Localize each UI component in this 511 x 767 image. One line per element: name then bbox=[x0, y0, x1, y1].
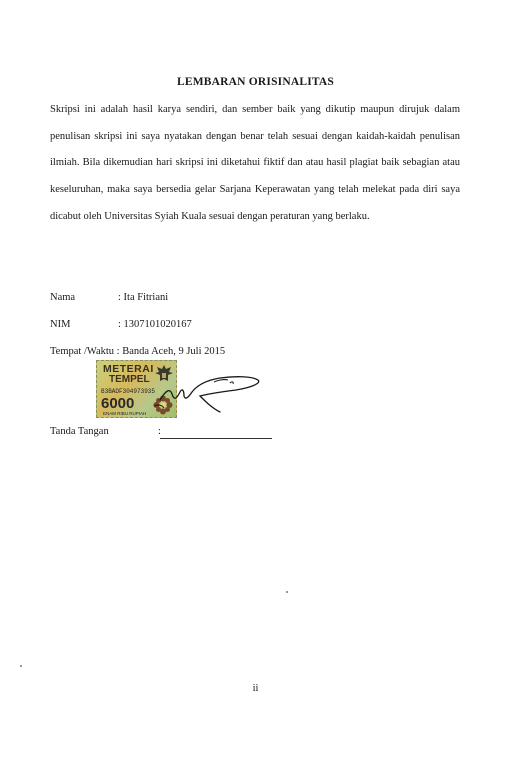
nim-value: : 1307101020167 bbox=[118, 319, 192, 330]
nim-label: NIM bbox=[50, 319, 71, 330]
page-title: LEMBARAN ORISINALITAS bbox=[176, 76, 335, 88]
stamp-value: 6000 bbox=[101, 395, 135, 412]
tempat-waktu-value: : Banda Aceh, 9 Juli 2015 bbox=[116, 346, 226, 357]
tanda-tangan-row bbox=[50, 426, 161, 437]
stamp-serial: B3BADF304973935 bbox=[101, 388, 156, 395]
tanda-tangan-label: Tanda Tangan bbox=[50, 426, 109, 437]
handwritten-signature bbox=[148, 370, 268, 418]
nama-label: Nama bbox=[50, 292, 76, 303]
tempat-waktu-row bbox=[50, 346, 225, 357]
stamp-line1: METERAI bbox=[103, 363, 154, 375]
signature-line bbox=[160, 438, 272, 439]
tanda-tangan-colon: : bbox=[158, 426, 161, 437]
nama-row bbox=[50, 292, 168, 303]
page-number: ii bbox=[252, 683, 259, 694]
stamp-line2: TEMPEL bbox=[109, 374, 150, 385]
nim-row bbox=[50, 319, 192, 330]
nama-value: : Ita Fitriani bbox=[118, 292, 169, 303]
stamp-caption: ENAM RIBU RUPIAH bbox=[103, 411, 147, 416]
scan-speck bbox=[20, 665, 22, 667]
declaration-paragraph: Skripsi ini adalah hasil karya sendiri, dan sember baik yang dikutip maupun dirujuk dalam penulisan skripsi ini saya nyatakan dengan benar telah sesuai dengan kaidah-kaidah penulisan ilmiah. Bila dikemudian hari skripsi ini diketahui fiktif dan atau hasil plagiat baik sebagian atau keseluruhan, maka saya bersedia gelar Sarjana Keperawatan yang telah melekat pada diri saya dicabut oleh Universitas Syiah Kuala sesuai dengan peraturan yang berlaku. bbox=[50, 104, 460, 222]
scan-speck bbox=[286, 591, 288, 593]
tempat-waktu-label: Tempat /Waktu bbox=[50, 346, 115, 357]
